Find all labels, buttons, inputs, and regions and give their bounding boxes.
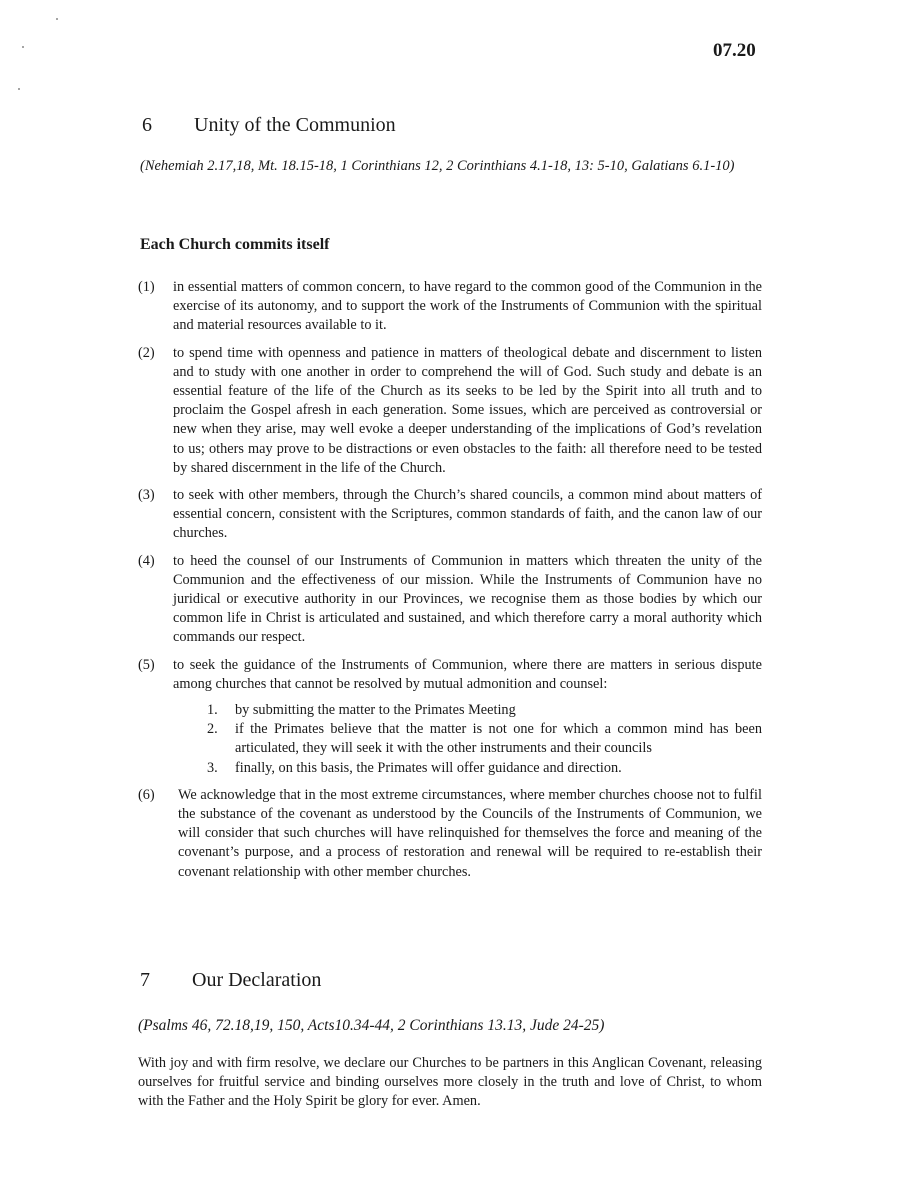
page-number: 07.20 <box>713 40 756 61</box>
section-number: 6 <box>142 114 152 136</box>
sub-item <box>207 759 762 778</box>
scan-speck <box>18 88 20 90</box>
item-number: (6) <box>138 786 155 803</box>
declaration-paragraph: With joy and with firm resolve, we declare our Churches to be partners in this Anglican Covenant, releasing ourselves for fruitful service and binding ourselves more closely in the truth and love of Christ, to whom with the Father and the Holy Spirit be glory for ever. Amen. <box>138 1055 762 1110</box>
item-text: to heed the counsel of our Instruments of Communion in matters which threaten the unity of the Communion and the effectiveness of our mission. While the Instruments of Communion have no juridical or executive authority in our Provinces, we recognise them as those bodies by which our common life in Christ is articulated and sustained, and which therefore carry a moral authority which commands our respect. <box>173 552 762 646</box>
scan-speck <box>22 46 24 48</box>
sub-item-text: if the Primates believe that the matter is not one for which a common mind has been articulated, they will seek it with the other instruments and their councils <box>235 721 762 757</box>
item-text: to spend time with openness and patience in matters of theological debate and discernment to listen and to study with one another in order to comprehend the will of God. Such study and debate is an essential feature of the life of the Church as its seeks to be led by the Spirit into all truth and to proclaim the Gospel afresh in each generation. Some issues, which are perceived as controversial or new when they arise, may well evoke a deeper understanding of the implications of God’s revelation to us; others may prove to be distractions or even obstacles to the faith: all therefore need to be tested by shared discernment in the life of the Church. <box>173 344 762 476</box>
scan-speck <box>56 18 58 20</box>
sub-item-number: 3. <box>207 759 218 776</box>
sub-item <box>207 701 762 720</box>
item-body <box>173 656 762 778</box>
section-7-references: (Psalms 46, 72.18,19, 150, Acts10.34-44, 2 Corinthians 13.13, Jude 24-25) <box>138 1017 605 1034</box>
list-item <box>138 486 762 544</box>
item-number: (2) <box>138 344 155 361</box>
list-item <box>138 278 762 336</box>
item-text: to seek the guidance of the Instruments of Communion, where there are matters in serious dispute among churches that cannot be resolved by mutual admonition and counsel: <box>173 656 762 692</box>
item-number: (1) <box>138 279 155 295</box>
item-text: in essential matters of common concern, to have regard to the common good of the Communion in the exercise of its autonomy, and to support the work of the Instruments of Communion with the spiritual and material resources available to it. <box>173 279 762 334</box>
sub-item-text: by submitting the matter to the Primates Meeting <box>235 702 516 719</box>
commitments-list <box>138 278 762 890</box>
section-title: Unity of the Communion <box>194 114 396 136</box>
sub-item-text: finally, on this basis, the Primates will offer guidance and direction. <box>235 759 622 776</box>
section-6-references: (Nehemiah 2.17,18, Mt. 18.15-18, 1 Corinthians 12, 2 Corinthians 4.1-18, 13: 5-10, Galatians 6.1-10) <box>140 158 735 174</box>
item-number: (3) <box>138 487 155 504</box>
section-title: Our Declaration <box>192 969 322 991</box>
item-number: (4) <box>138 552 155 569</box>
item-text: We acknowledge that in the most extreme circumstances, where member churches choose not to fulfil the substance of the covenant as understood by the Councils of the Instruments of Communion, we will consider that such churches will have relinquished for themselves the force and meaning of the covenant’s purpose, and a process of restoration and renewal will be required to re-establish their covenant relationship with other member churches. <box>178 786 762 880</box>
section-number: 7 <box>140 969 150 991</box>
commit-heading: Each Church commits itself <box>140 236 330 253</box>
section-7-heading <box>140 969 321 992</box>
sub-item-number: 1. <box>207 702 218 719</box>
list-item <box>138 786 762 882</box>
section-6-heading <box>142 114 396 137</box>
item-text: to seek with other members, through the Church’s shared councils, a common mind about matters of essential concern, consistent with the Scriptures, common standards of faith, and the canon law of our churches. <box>173 487 762 542</box>
sub-item <box>207 720 762 758</box>
sub-item-number: 2. <box>207 721 218 738</box>
list-item <box>138 344 762 478</box>
list-item <box>138 552 762 648</box>
list-item <box>138 656 762 778</box>
item-number: (5) <box>138 656 155 673</box>
